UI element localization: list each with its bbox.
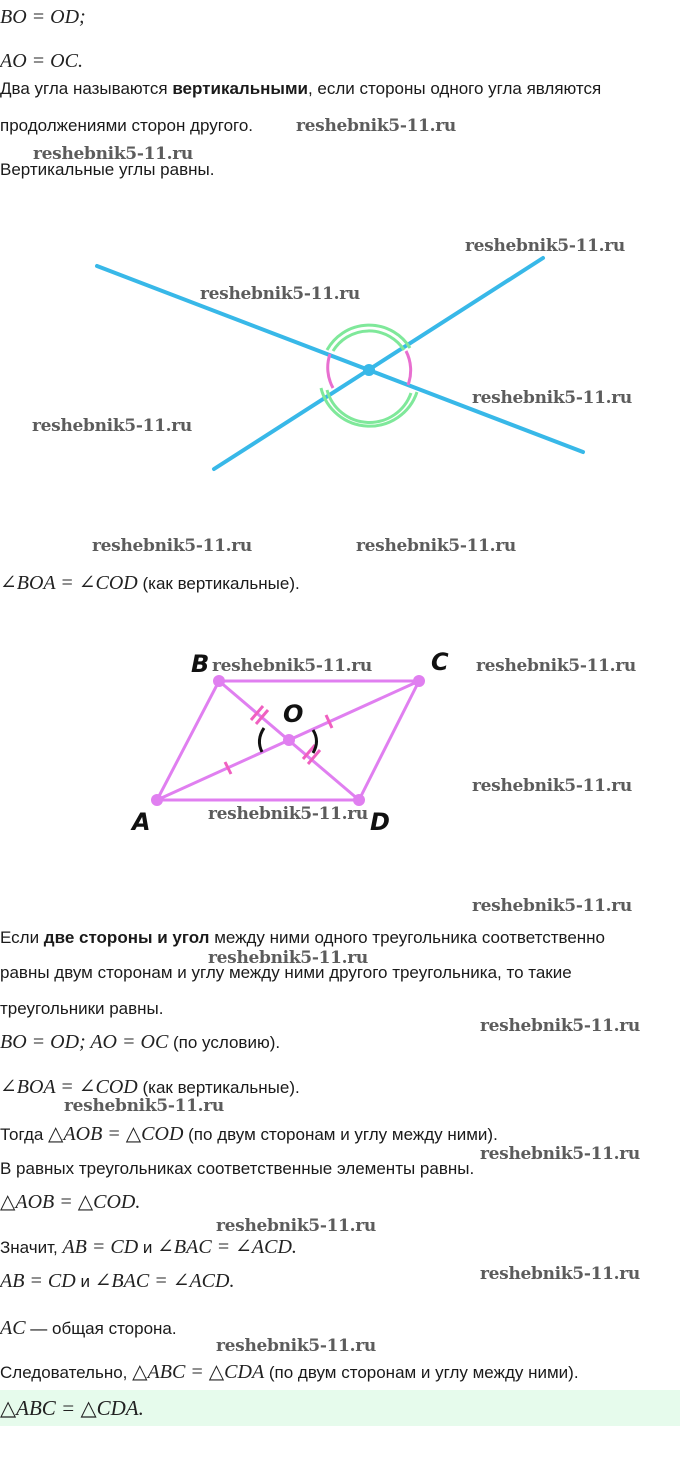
- equal-elements-line: В равных треугольниках соответственные элементы равны.: [0, 1159, 475, 1178]
- point-a: [151, 794, 163, 806]
- definition-line-2: продолжениями сторон другого.: [0, 116, 254, 135]
- watermark: reshebnik5-11.ru: [472, 896, 632, 916]
- then-line: Тогда △AOB = △COD (по двум сторонам и углу между ними).: [0, 1123, 498, 1145]
- angles-vertical-line-2: ∠BOA = ∠COD (как вертикальные).: [0, 1076, 300, 1098]
- arc-left: [328, 354, 333, 388]
- label-b: B: [191, 650, 210, 678]
- intersection-point: [363, 364, 375, 376]
- watermark: reshebnik5-11.ru: [33, 144, 193, 164]
- watermark: reshebnik5-11.ru: [212, 656, 372, 676]
- vertical-angles-figure: [0, 230, 680, 510]
- arc-right: [406, 351, 411, 385]
- rule-line-2: равны двум сторонам и углу между ними другого треугольника, то такие: [0, 963, 572, 982]
- watermark: reshebnik5-11.ru: [472, 776, 632, 796]
- point-o: [283, 734, 295, 746]
- watermark: reshebnik5-11.ru: [32, 416, 192, 436]
- answer-text: △ABC = △CDA.: [0, 1396, 144, 1420]
- watermark: reshebnik5-11.ru: [92, 536, 252, 556]
- arc-top-outer: [327, 325, 410, 350]
- watermark: reshebnik5-11.ru: [356, 536, 516, 556]
- watermark: reshebnik5-11.ru: [480, 1144, 640, 1164]
- rule-line-1: Если две стороны и угол между ними одного треугольника соответственно: [0, 928, 606, 947]
- watermark: reshebnik5-11.ru: [208, 948, 368, 968]
- label-a: A: [132, 808, 151, 836]
- watermark: reshebnik5-11.ru: [208, 804, 368, 824]
- point-b: [213, 675, 225, 687]
- watermark: reshebnik5-11.ru: [216, 1216, 376, 1236]
- label-o: O: [283, 700, 304, 728]
- hence-line: Следовательно, △ABC = △CDA (по двум сторонам и углу между ними).: [0, 1361, 579, 1383]
- watermark: reshebnik5-11.ru: [64, 1096, 224, 1116]
- label-d: D: [370, 808, 390, 836]
- given-line: BO = OD; AO = OC (по условию).: [0, 1031, 281, 1053]
- common-side-line: AC — общая сторона.: [0, 1317, 177, 1339]
- watermark: reshebnik5-11.ru: [216, 1336, 376, 1356]
- given-ao-oc: AO = OC.: [0, 50, 83, 72]
- triangles-equal-line: △AOB = △COD.: [0, 1191, 141, 1213]
- means-line: Значит, AB = CD и ∠BAC = ∠ACD.: [0, 1236, 297, 1258]
- given-bo-od: BO = OD;: [0, 6, 86, 28]
- watermark: reshebnik5-11.ru: [465, 236, 625, 256]
- answer-box: [0, 1390, 680, 1426]
- angles-vertical-line: ∠BOA = ∠COD (как вертикальные).: [0, 572, 300, 594]
- angle-mark-left: [259, 728, 264, 752]
- vertical-angles-equal: Вертикальные углы равны.: [0, 160, 215, 179]
- label-c: C: [431, 648, 449, 676]
- watermark: reshebnik5-11.ru: [476, 656, 636, 676]
- rule-line-3: треугольники равны.: [0, 999, 164, 1018]
- watermark: reshebnik5-11.ru: [480, 1016, 640, 1036]
- watermark: reshebnik5-11.ru: [200, 284, 360, 304]
- angle-mark-right: [313, 730, 317, 753]
- watermark: reshebnik5-11.ru: [480, 1264, 640, 1284]
- watermark: reshebnik5-11.ru: [472, 388, 632, 408]
- watermark: reshebnik5-11.ru: [296, 116, 456, 136]
- point-c: [413, 675, 425, 687]
- repeat-line: AB = CD и ∠BAC = ∠ACD.: [0, 1270, 235, 1292]
- definition-line-1: Два угла называются вертикальными, если стороны одного угла являются: [0, 79, 602, 98]
